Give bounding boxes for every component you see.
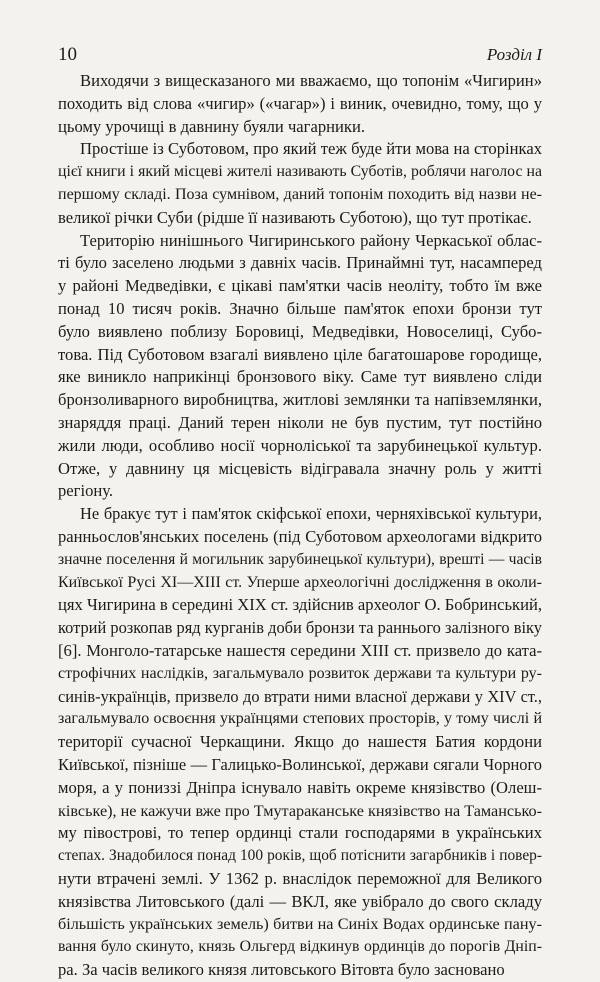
text-line: у районі Медведівки, є цікаві пам'ятки часів неоліту, тобто їм вже bbox=[58, 276, 542, 296]
text-line: знаряддя праці. Даний терен ніколи не був пустим, тут постійно bbox=[58, 412, 542, 432]
text-line: значне поселення й могильник зарубинецької культури), врешті — часів bbox=[58, 550, 542, 568]
running-head: Розділ І bbox=[486, 45, 542, 64]
text-line: цієї книги і який місцеві жителі називають Суботів, роблячи наголос на bbox=[58, 163, 542, 181]
paragraph bbox=[58, 230, 542, 504]
text-line: степах. Знадобилося понад 100 років, щоб потіснити загарбників і повер- bbox=[58, 847, 542, 865]
text-line: князівства Литовського (далі — ВКЛ, яке увібрало до свого складу bbox=[58, 891, 542, 911]
text-line: ківське), не кажучи вже про Тмутараканське князівство на Тамансько- bbox=[58, 801, 542, 820]
text-line: ра. За часів великого князя литовського Вітовта було засновано bbox=[58, 960, 505, 980]
text-line: яке виникло наприкінці бронзового віку. Саме тут виявлено сліди bbox=[58, 367, 542, 387]
text-line: жили люди, особливо носії чорноліської та зарубинецької культур. bbox=[58, 435, 542, 455]
text-line: моря, а у пониззі Дніпра існувало навіть окреме князівство (Олеш- bbox=[58, 777, 542, 797]
text-line: котрий розкопав ряд курганів доби бронзи та раннього залізного віку bbox=[58, 618, 542, 638]
text-line: Не бракує тут і пам'яток скіфської епохи, черняхівської культури, bbox=[80, 504, 542, 524]
text-line: території сучасної Черкащини. Якщо до нашестя Батия кордони bbox=[58, 732, 542, 752]
text-line: му півострові, то тепер ординці стали господарями в українських bbox=[58, 823, 542, 843]
page-body bbox=[58, 70, 542, 982]
text-line: було виявлено поблизу Боровиці, Медведівки, Новоселиці, Субо- bbox=[58, 321, 542, 341]
text-line: [6]. Монголо-татарське нашестя середини ХІІІ ст. призвело до ката- bbox=[58, 640, 542, 660]
text-line: Простіше із Суботовом, про який теж буде йти мова на сторінках bbox=[80, 139, 542, 159]
text-line: Київської Русі ХІ—ХІІІ ст. Уперше археологічні дослідження в околи- bbox=[58, 573, 542, 591]
page-header bbox=[58, 44, 542, 66]
text-line: Київської, пізніше — Галицько-Волинської, держави сягали Чорного bbox=[58, 754, 542, 774]
text-line: походить від слова «чигир» («чагар») і виник, очевидно, тому, що у bbox=[58, 93, 542, 113]
text-line: цьому урочищі в давнину буяли чагарники. bbox=[58, 116, 365, 136]
text-line: Отже, у давнину ця місцевість відігравала значну роль у житті bbox=[58, 458, 542, 478]
text-line: загальмувало освоєння українцями степових просторів, у тому числі й bbox=[58, 710, 542, 728]
text-line: Територію нинішнього Чигиринського району Черкаської облас- bbox=[80, 230, 542, 250]
text-line: регіону. bbox=[58, 481, 114, 501]
text-line: Виходячи з вищесказаного ми вважаємо, що топонім «Чигирин» bbox=[80, 71, 542, 90]
paragraph bbox=[58, 70, 542, 138]
text-line: цях Чигирина в середині ХІХ ст. здійснив археолог О. Бобринський, bbox=[58, 595, 542, 615]
paragraph bbox=[58, 503, 542, 982]
text-line: ті було заселено людьми з давніх часів. Принаймні тут, насамперед bbox=[58, 253, 542, 273]
text-line: першому складі. Поза сумнівом, даний топонім походить від назви не- bbox=[58, 185, 542, 203]
text-line: нути втрачені землі. У 1362 р. внаслідок переможної для Великого bbox=[58, 868, 542, 888]
text-line: строфічних наслідків, загальмувало розвиток держави та культури ру- bbox=[58, 664, 542, 682]
text-line: бронзоливарного виробництва, житлові землянки та напівземлянки, bbox=[58, 390, 542, 410]
text-line: більшість українських земель) битви на Синіх Водах ординське пану- bbox=[58, 915, 542, 934]
text-line: ранньослов'янських поселень (під Суботовом археологами відкрито bbox=[58, 526, 542, 546]
text-line: понад 10 тисяч років. Значно більше пам'яток епохи бронзи тут bbox=[58, 298, 542, 318]
paragraph bbox=[58, 138, 542, 229]
text-line: това. Під Суботовом взагалі виявлено ціле багатошарове городище, bbox=[58, 344, 542, 364]
page-number: 10 bbox=[58, 44, 77, 65]
text-line: великої річки Суби (рідше її називають Суботою), що тут протікає. bbox=[58, 207, 532, 227]
text-line: синів-українців, призвело до втрати ними власної держави у ХІV ст., bbox=[58, 686, 542, 706]
text-line: вання було скинуто, князь Ольгерд відкинув ординців до порогів Дніп- bbox=[58, 938, 542, 956]
